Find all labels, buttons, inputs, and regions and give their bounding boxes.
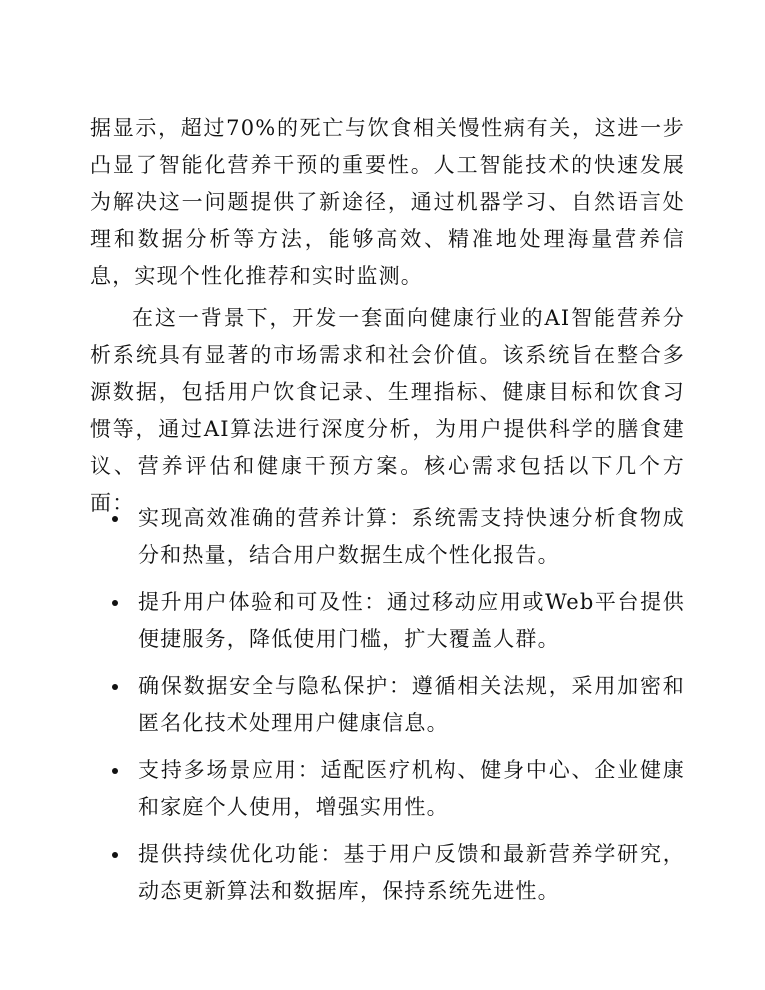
list-item [90,500,685,574]
bullet-icon [112,768,118,774]
body-paragraph-2: 在这一背景下，开发一套面向健康行业的AI智能营养分析系统具有显著的市场需求和社会价值。该系统旨在整合多源数据，包括用户饮食记录、生理指标、健康目标和饮食习惯等，通过AI算法进行深度分析，为用户提供科学的膳食建议、营养评估和健康干预方案。核心需求包括以下几个方面： [90,306,685,515]
bullet-icon [112,852,118,858]
list-item [90,584,685,658]
list-item [90,668,685,742]
list-item [90,836,685,910]
list-item [90,752,685,826]
list-item-text: 提升用户体验和可及性：通过移动应用或Web平台提供便捷服务，降低使用门槛，扩大覆盖人群。 [138,590,685,651]
body-paragraph-1: 据显示，超过70%的死亡与饮食相关慢性病有关，这进一步凸显了智能化营养干预的重要性。人工智能技术的快速发展为解决这一问题提供了新途径，通过机器学习、自然语言处理和数据分析等方法，能够高效、精准地处理海量营养信息，实现个性化推荐和实时监测。 [90,116,685,288]
list-item-text: 支持多场景应用：适配医疗机构、健身中心、企业健康和家庭个人使用，增强实用性。 [138,758,685,819]
requirements-list [90,500,685,920]
list-item-text: 确保数据安全与隐私保护：遵循相关法规，采用加密和匿名化技术处理用户健康信息。 [138,674,685,735]
bullet-icon [112,600,118,606]
list-item-text: 提供持续优化功能：基于用户反馈和最新营养学研究，动态更新算法和数据库，保持系统先进性。 [138,842,685,903]
bullet-icon [112,684,118,690]
list-item-text: 实现高效准确的营养计算：系统需支持快速分析食物成分和热量，结合用户数据生成个性化报告。 [138,506,685,567]
bullet-icon [112,516,118,522]
